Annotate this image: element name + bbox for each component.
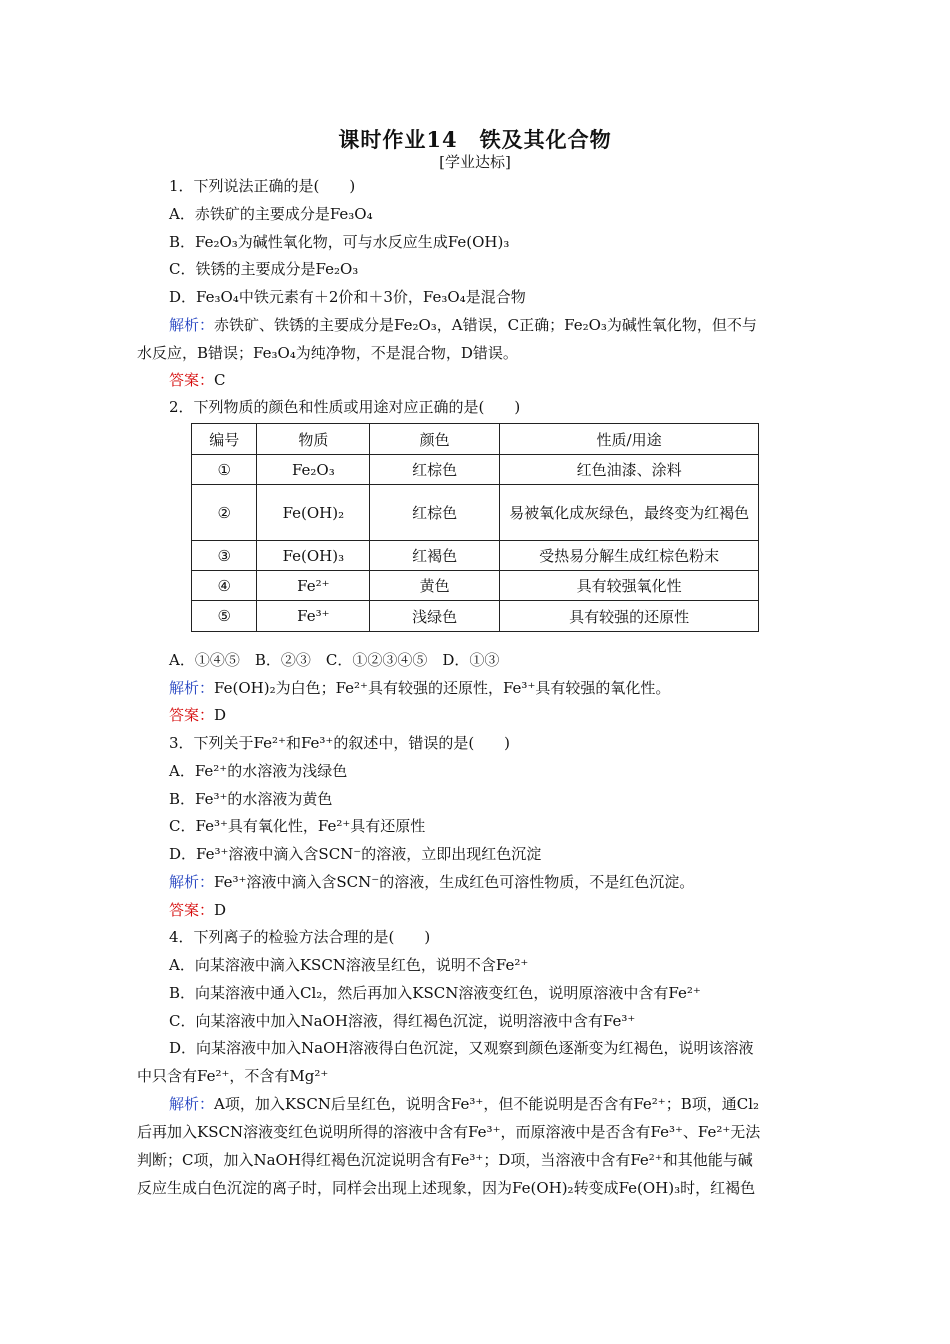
table-cell: 受热易分解生成红棕色粉末 (500, 541, 759, 571)
q1-answer-value: C (214, 371, 226, 389)
q1-option-c: C．铁锈的主要成分是Fe₂O₃ (169, 260, 359, 278)
answer-label: 答案： (169, 901, 215, 919)
q4-option-a: A．向某溶液中滴入KSCN溶液呈红色，说明不含Fe²⁺ (169, 956, 529, 974)
table-cell: 黄色 (370, 571, 500, 601)
properties-table (191, 423, 759, 632)
table-cell: ① (192, 455, 257, 485)
analysis-label: 解析： (169, 316, 215, 334)
answer-label: 答案： (169, 706, 215, 724)
page-title: 课时作业14 铁及其化合物 (338, 127, 612, 152)
table-header-cell: 物质 (257, 424, 370, 455)
table-cell: Fe³⁺ (257, 601, 370, 632)
table-row (192, 571, 759, 601)
q1-option-b: B．Fe₂O₃为碱性氧化物，可与水反应生成Fe(OH)₃ (169, 233, 510, 251)
q1-option-a: A．赤铁矿的主要成分是Fe₃O₄ (169, 205, 373, 223)
table-cell: 具有较强的还原性 (500, 601, 759, 632)
q4-analysis-text-1: A项，加入KSCN后呈红色，说明含Fe³⁺，但不能说明是否含有Fe²⁺；B项，通Cl₂ (214, 1095, 760, 1113)
analysis-label: 解析： (169, 873, 215, 891)
q4-analysis-line-2: 后再加入KSCN溶液变红色说明所得的溶液中含有Fe³⁺，而原溶液中是否含有Fe³⁺、Fe²⁺无法 (137, 1123, 761, 1141)
q3-option-c: C．Fe³⁺具有氧化性，Fe²⁺具有还原性 (169, 817, 426, 835)
q1-answer (169, 370, 226, 390)
table-cell: 红色油漆、涂料 (500, 455, 759, 485)
q2-options: A．①④⑤ B．②③ C．①②③④⑤ D．①③ (169, 651, 500, 669)
q3-analysis (169, 872, 694, 892)
table-cell: 易被氧化成灰绿色，最终变为红褐色 (500, 485, 759, 541)
q3-analysis-text: Fe³⁺溶液中滴入含SCN⁻的溶液，生成红色可溶性物质，不是红色沉淀。 (214, 873, 695, 891)
table-row (192, 541, 759, 571)
table-cell: Fe(OH)₃ (257, 541, 370, 571)
table-header-cell: 编号 (192, 424, 257, 455)
table-cell: ③ (192, 541, 257, 571)
q4-analysis-line-4: 反应生成白色沉淀的离子时，同样会出现上述现象，因为Fe(OH)₂转变成Fe(OH)₃时，红褐色 (137, 1179, 756, 1197)
table-cell: 红褐色 (370, 541, 500, 571)
q4-stem: 4．下列离子的检验方法合理的是( ) (169, 928, 431, 946)
table-cell: 红棕色 (370, 455, 500, 485)
table-cell: Fe²⁺ (257, 571, 370, 601)
table-header-cell: 颜色 (370, 424, 500, 455)
table-cell: 具有较强氧化性 (500, 571, 759, 601)
answer-label: 答案： (169, 371, 215, 389)
q1-stem: 1．下列说法正确的是( ) (169, 177, 356, 195)
q4-analysis-line-3: 判断；C项，加入NaOH得红褐色沉淀说明含有Fe³⁺；D项，当溶液中含有Fe²⁺和其他能与碱 (137, 1151, 753, 1169)
q2-stem: 2．下列物质的颜色和性质或用途对应正确的是( ) (169, 398, 521, 416)
q2-analysis (169, 678, 670, 698)
analysis-label: 解析： (169, 1095, 215, 1113)
q2-analysis-text: Fe(OH)₂为白色；Fe²⁺具有较强的还原性，Fe³⁺具有较强的氧化性。 (214, 679, 671, 697)
q2-answer-value: D (214, 706, 227, 724)
table-row (192, 601, 759, 632)
q3-option-b: B．Fe³⁺的水溶液为黄色 (169, 790, 333, 808)
q3-option-d: D．Fe³⁺溶液中滴入含SCN⁻的溶液，立即出现红色沉淀 (169, 845, 542, 863)
section-label: [学业达标] (439, 153, 511, 171)
q4-option-c: C．向某溶液中加入NaOH溶液，得红褐色沉淀，说明溶液中含有Fe³⁺ (169, 1012, 636, 1030)
q1-analysis-line-1 (169, 315, 757, 335)
table-cell: 红棕色 (370, 485, 500, 541)
table-cell: Fe(OH)₂ (257, 485, 370, 541)
table-row (192, 485, 759, 541)
table-header-row (192, 424, 759, 455)
q3-stem: 3．下列关于Fe²⁺和Fe³⁺的叙述中，错误的是( ) (169, 734, 511, 752)
table-cell: 浅绿色 (370, 601, 500, 632)
q1-analysis-line-2: 水反应，B错误；Fe₃O₄为纯净物，不是混合物，D错误。 (137, 344, 518, 362)
q4-option-d-line-2: 中只含有Fe²⁺，不含有Mg²⁺ (137, 1067, 329, 1085)
q4-option-d-line-1: D．向某溶液中加入NaOH溶液得白色沉淀，又观察到颜色逐渐变为红褐色，说明该溶液 (169, 1039, 754, 1057)
analysis-label: 解析： (169, 679, 215, 697)
table-cell: Fe₂O₃ (257, 455, 370, 485)
q1-analysis-text-1: 赤铁矿、铁锈的主要成分是Fe₂O₃，A错误，C正确；Fe₂O₃为碱性氧化物，但不与 (214, 316, 757, 334)
table-cell: ⑤ (192, 601, 257, 632)
table-cell: ② (192, 485, 257, 541)
table-cell: ④ (192, 571, 257, 601)
table-header-cell: 性质/用途 (500, 424, 759, 455)
q3-option-a: A．Fe²⁺的水溶液为浅绿色 (169, 762, 348, 780)
q4-option-b: B．向某溶液中通入Cl₂，然后再加入KSCN溶液变红色，说明原溶液中含有Fe²⁺ (169, 984, 701, 1002)
q3-answer-value: D (214, 901, 227, 919)
q4-analysis-line-1 (169, 1094, 759, 1114)
q3-answer (169, 900, 226, 920)
table-row (192, 455, 759, 485)
q2-answer (169, 705, 226, 725)
q1-option-d: D．Fe₃O₄中铁元素有＋2价和＋3价，Fe₃O₄是混合物 (169, 288, 526, 306)
